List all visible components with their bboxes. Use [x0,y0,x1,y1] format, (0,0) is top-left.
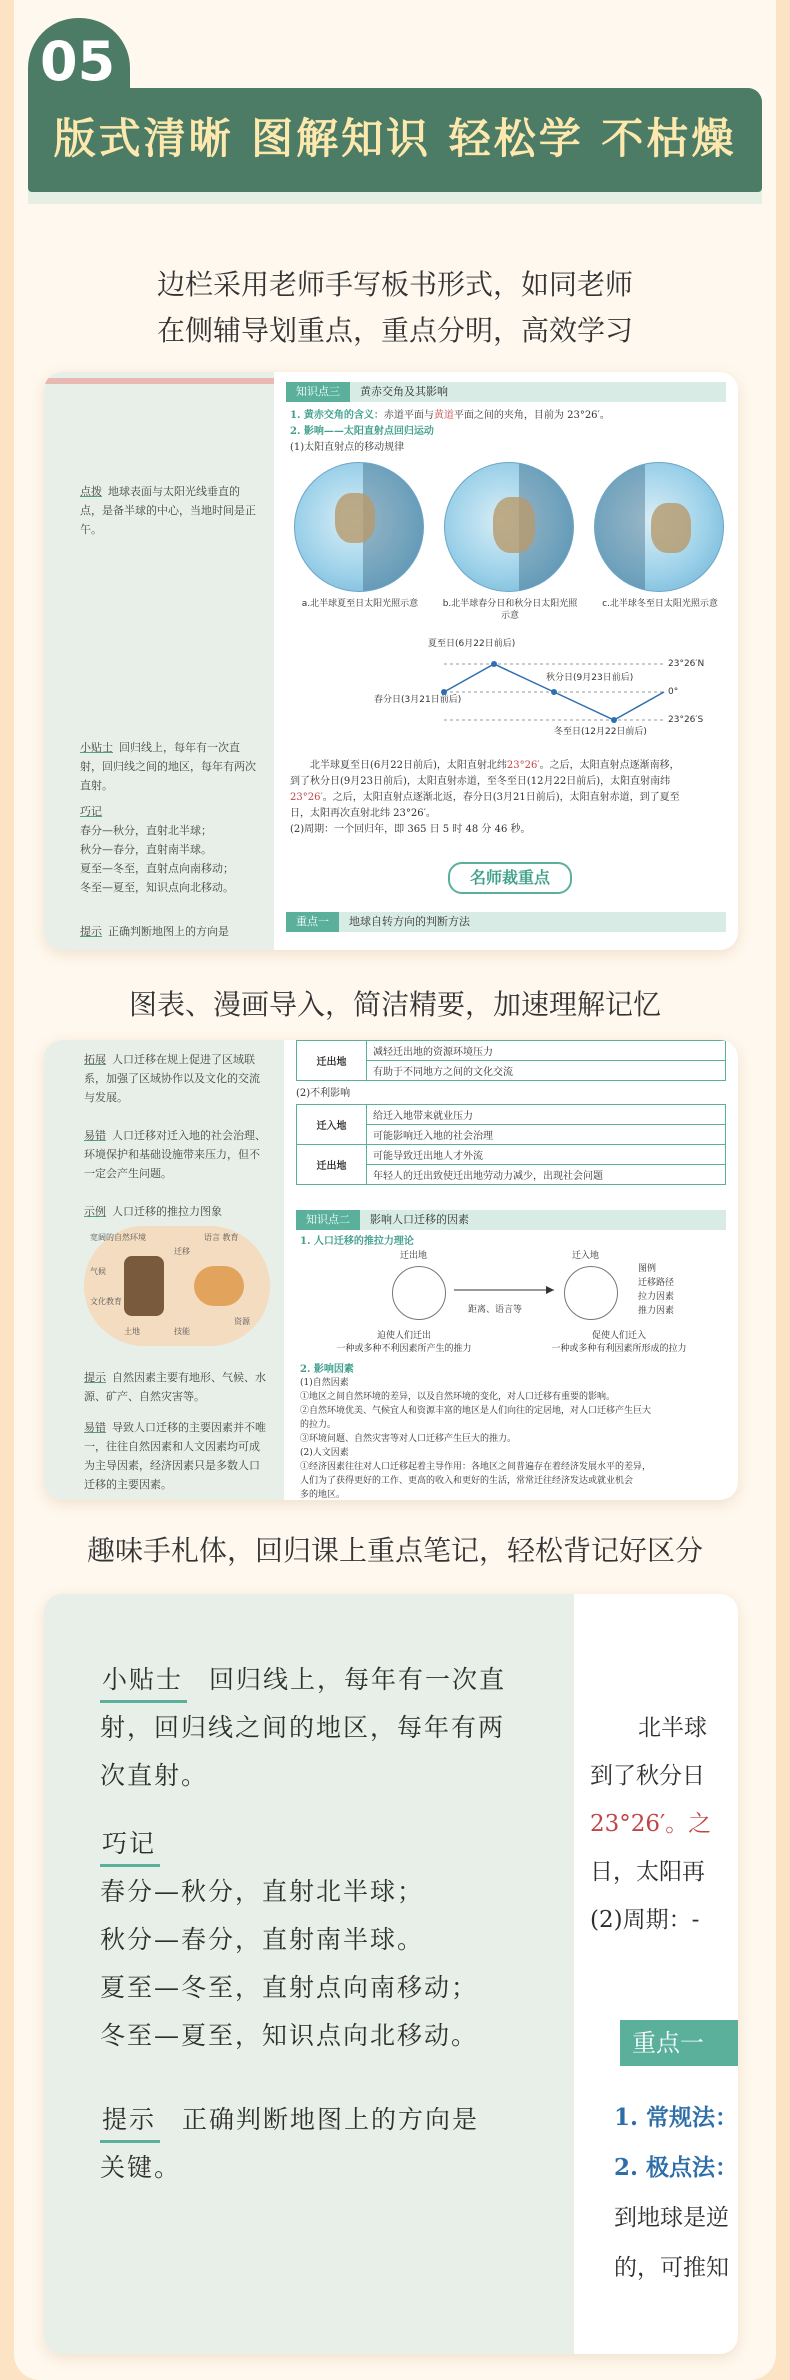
paragraph-4: 日，太阳再次直射北纬 23°26′。 [290,808,436,819]
cartoon-label: 技能 [174,1327,190,1336]
label-s-lat: 23°26′S [668,715,704,725]
note-hint [84,1368,270,1406]
globe-land [651,503,691,553]
caption-push [304,1330,504,1356]
globe-night-shade [595,463,645,591]
in-circle [564,1266,618,1320]
cell: 年轻人的迁出致使迁出地劳动力减少，出现社会问题 [367,1165,726,1185]
knowledge-point-bar [296,1210,726,1230]
note-text: 人口迁移对迁入地的社会治理、环境保护和基础设施带来压力，但不一定会产生问题。 [84,1129,266,1180]
cartoon-label: 文化教育 [90,1297,122,1306]
legend-item: 拉力因素 [638,1292,675,1302]
tip-line: 次直射。 [100,1761,209,1790]
method-line: 的，可推知 [614,2255,729,2281]
memo-line: 夏至—冬至，直射点向南移动； [100,1973,479,2002]
memo-line: 秋分—春分，直射南半球。 [80,843,212,856]
factor-line: 人们为了获得更好的工作、更高的收入和更好的生活，常常迁往经济发达或就业机会 [300,1476,634,1486]
memo-line: 春分—秋分，直射北半球； [100,1877,425,1906]
cell: 可能影响迁入地的社会治理 [367,1125,726,1145]
line-influence: 2. 影响——太阳直射点回归运动 [290,426,434,437]
cell: 给迁入地带来就业压力 [367,1105,726,1125]
out-circle [392,1266,446,1320]
factor-line: ①地区之间自然环境的差异，以及自然环境的变化，对人口迁移有重要的影响。 [300,1392,616,1402]
memo-tag: 巧记 [100,1824,160,1867]
memo-line: 春分—秋分，直射北半球； [80,824,212,837]
middle-label: 距离、语言等 [468,1305,523,1315]
factor-line: (2)人文因素 [300,1448,349,1458]
card-diagram-sample [44,1040,738,1500]
tip-line: 射，回归线之间的地区，每年有两 [100,1713,506,1742]
right-line-red: 23°26′。之 [590,1811,712,1837]
label-zero: 0° [668,687,679,697]
note-text: 自然因素主要有地形、气候、水源、矿产、自然灾害等。 [84,1371,266,1403]
factor-line: ①经济因素往往对人口迁移起着主导作用：各地区之间普遍存在着经济发展水平的差异， [300,1462,652,1472]
note-text: 人口迁移在规上促进了区域联系，加强了区域协作以及文化的交流与发展。 [84,1053,260,1104]
def-red: 黄道 [433,410,454,421]
row-label: 迁入地 [297,1105,367,1145]
right-line: 到了秋分日 [590,1763,705,1789]
card-handwriting-sample [44,1594,738,2354]
sidebar-note-dianbo [80,482,256,539]
factor-line: 的拉力。 [300,1420,337,1430]
memo-line: 夏至—冬至，直射点向南移动； [80,862,234,875]
memo-line: 秋分—春分，直射南半球。 [100,1925,425,1954]
cartoon-object [194,1266,244,1306]
para-text: 。之后，太阳直射点逐渐北返，春分日(3月21日前后)，太阳直射赤道，到了夏至 [322,792,680,803]
kp-tag: 重点一 [286,912,339,932]
sidebar-note-tip [80,738,256,795]
header-shadow [28,192,762,204]
note-tag: 点拨 [80,485,102,498]
cartoon-label: 宽阔的自然环境 [90,1233,146,1242]
legend-title: 图例 [638,1264,657,1274]
sub-title-theory: 1. 人口迁移的推拉力理论 [300,1236,414,1247]
legend-item: 推力因素 [638,1306,675,1316]
cartoon-label: 资源 [234,1317,250,1326]
label-n-lat: 23°26′N [668,659,705,669]
sidebar-note-memo [80,802,256,897]
kp-tag: 知识点三 [286,382,350,402]
cartoon-label: 语言 教育 [204,1233,239,1242]
note-text: 导致人口迁移的主要因素并不唯一，往往自然因素和人文因素均可成为主导因素，经济因素只是多数人口迁移的主要因素。 [84,1421,266,1491]
note-text: 正确判断地图上的方向是 [108,925,229,938]
note-tag: 拓展 [84,1053,106,1066]
legend [638,1262,728,1318]
factor-line: ③环境问题、自然灾害等对人口迁移产生巨大的推力。 [300,1434,517,1444]
section2-caption: 图表、漫画导入，简洁精要，加速理解记忆 [128,988,661,1021]
para-text: 。之后，太阳直射点逐渐南移， [539,760,680,771]
memo-note [100,1820,570,2060]
line-rule: (1)太阳直射点的移动规律 [290,442,405,453]
negative-table [296,1104,726,1185]
note-tag: 小贴士 [80,741,113,754]
cell: 减轻迁出地的资源环境压力 [367,1041,726,1061]
summer-point [491,661,497,667]
paragraph-2: 到了秋分日(9月23日前后)，太阳直射赤道，至冬至日(12月22日前后)，太阳直射南纬 [290,776,671,787]
note-example [84,1202,270,1221]
caption-line: 一种或多种不利因素所产生的推力 [336,1344,472,1354]
hint-line: 正确判断地图上的方向是 [182,2105,480,2134]
row-label: 迁出地 [297,1145,367,1185]
autumn-point [551,689,557,695]
caption-line: 迫使人们迁出 [376,1331,431,1341]
note-tag: 示例 [84,1205,106,1218]
note-text: 回归线上，每年有一次直射，回归线之间的地区，每年有两次直射。 [80,741,256,792]
out-label: 迁出地 [400,1251,428,1261]
benefit-table [296,1040,726,1081]
globe-summer [294,462,424,592]
in-label: 迁入地 [572,1251,600,1261]
note-extend [84,1050,270,1107]
label-spring: 春分日(3月21日前后) [374,695,462,705]
memo-line: 冬至—夏至，知识点向北移动。 [80,881,234,894]
def-text: 赤道平面与 [383,410,434,421]
globe-caption-c: c.北半球冬至日太阳光照示意 [602,599,718,609]
kp-tag: 知识点二 [296,1210,360,1230]
note-tag: 提示 [80,925,102,938]
cartoon-label: 气候 [90,1267,106,1276]
globe-caption-b: b.北半球春分日和秋分日太阳光照示意 [442,599,578,621]
note-mistake-2 [84,1418,270,1494]
para-text: 北半球夏至日(6月22日前后)，太阳直射北纬 [310,760,507,771]
label-winter: 冬至日(12月22日前后) [554,727,647,737]
note-tag: 易错 [84,1129,106,1142]
kp-title: 影响人口迁移的因素 [370,1213,469,1226]
method-line: 2. 极点法： [614,2154,738,2181]
factor-line: ②自然环境优美、气候宜人和资源丰富的地区是人们向往的定居地，对人口迁移产生巨大 [300,1406,652,1416]
hint-note [100,2096,570,2192]
cartoon-illustration [84,1226,270,1346]
tip-note [100,1656,570,1800]
cartoon-label: 迁移 [174,1247,190,1256]
globe-land [493,497,535,553]
section3-caption: 趣味手札体，回归课上重点笔记，轻松背记好区分 [86,1534,703,1567]
teacher-highlight-badge: 名师裁重点 [448,862,572,894]
para-red: 23°26′ [506,760,540,771]
section-number: 05 [40,30,116,93]
key-point-label: 重点一 [620,2020,738,2066]
para-red: 23°26′ [290,792,323,803]
factor-line: (1)自然因素 [300,1378,349,1388]
cartoon-figure [124,1256,164,1316]
kp-title: 地球自转方向的判断方法 [349,915,470,928]
cell: 有助于不同地方之间的文化交流 [367,1061,726,1081]
tip-tag: 小贴士 [100,1660,187,1703]
def-prefix: 1. 黄赤交角的含义： [290,410,384,421]
legend-item: 迁移路径 [638,1278,675,1288]
sidebar-top-stripe [44,378,274,384]
globe-equinox [444,462,574,592]
note-text: 人口迁移的推拉力图象 [112,1205,222,1218]
winter-point [611,717,617,723]
key-point-bar [286,912,726,932]
note-tag: 易错 [84,1421,106,1434]
sub-title-factors: 2. 影响因素 [300,1364,354,1375]
header-title: 版式清晰 图解知识 轻松学 不枯燥 [53,114,737,163]
method-line: 到地球是逆 [614,2205,729,2231]
card-textbook-sample [44,372,738,950]
sidebar-notes [44,372,274,950]
caption-line: 促使人们迁入 [591,1331,646,1341]
right-line: 北半球 [638,1715,707,1741]
sidebar-notes [44,1040,284,1500]
factor-line: 多的地区。 [300,1490,346,1500]
note-tag: 巧记 [80,805,102,818]
label-summer: 夏至日(6月22日前后) [428,639,516,649]
line-definition [290,408,730,424]
hint-line: 关键。 [100,2153,182,2182]
right-line: 日，太阳再 [590,1859,705,1885]
caption-line: 一种或多种有利因素所形成的拉力 [551,1344,687,1354]
memo-line: 冬至—夏至，知识点向北移动。 [100,2021,479,2050]
method-line: 1. 常规法： [614,2104,738,2131]
label-autumn: 秋分日(9月23日前后) [546,673,634,683]
sidebar-note-hint [80,922,256,941]
hint-tag: 提示 [100,2100,160,2143]
note-tag: 提示 [84,1371,106,1384]
knowledge-point-bar [286,382,726,402]
caption-pull [514,1330,724,1356]
paragraph-3 [290,790,730,806]
paragraph-5: (2)周期：一个回归年，即 365 日 5 时 48 分 46 秒。 [290,824,531,835]
factors-text [300,1376,730,1500]
note-mistake-1 [84,1126,270,1183]
negative-title: (2)不利影响 [296,1088,351,1099]
kp-title: 黄赤交角及其影响 [360,385,448,398]
paragraph-1 [290,758,730,774]
note-text: 地球表面与太阳光线垂直的点，是备半球的中心，当地时间是正午。 [80,485,256,536]
row-label: 迁出地 [297,1041,367,1081]
globe-land [335,493,375,543]
cartoon-label: 土地 [124,1327,140,1336]
tip-line: 回归线上，每年有一次直 [209,1665,507,1694]
section1-caption-line2: 在侧辅导划重点，重点分明，高效学习 [156,314,633,347]
section1-caption-line1: 边栏采用老师手写板书形式，如同老师 [156,268,633,301]
def-rest: 平面之间的夹角，目前为 23°26′。 [453,410,610,421]
right-line: (2)周期：- [590,1907,700,1933]
cell: 可能导致迁出地人才外流 [367,1145,726,1165]
globe-winter [594,462,724,592]
globe-caption-a: a.北半球夏至日太阳光照示意 [301,599,419,609]
